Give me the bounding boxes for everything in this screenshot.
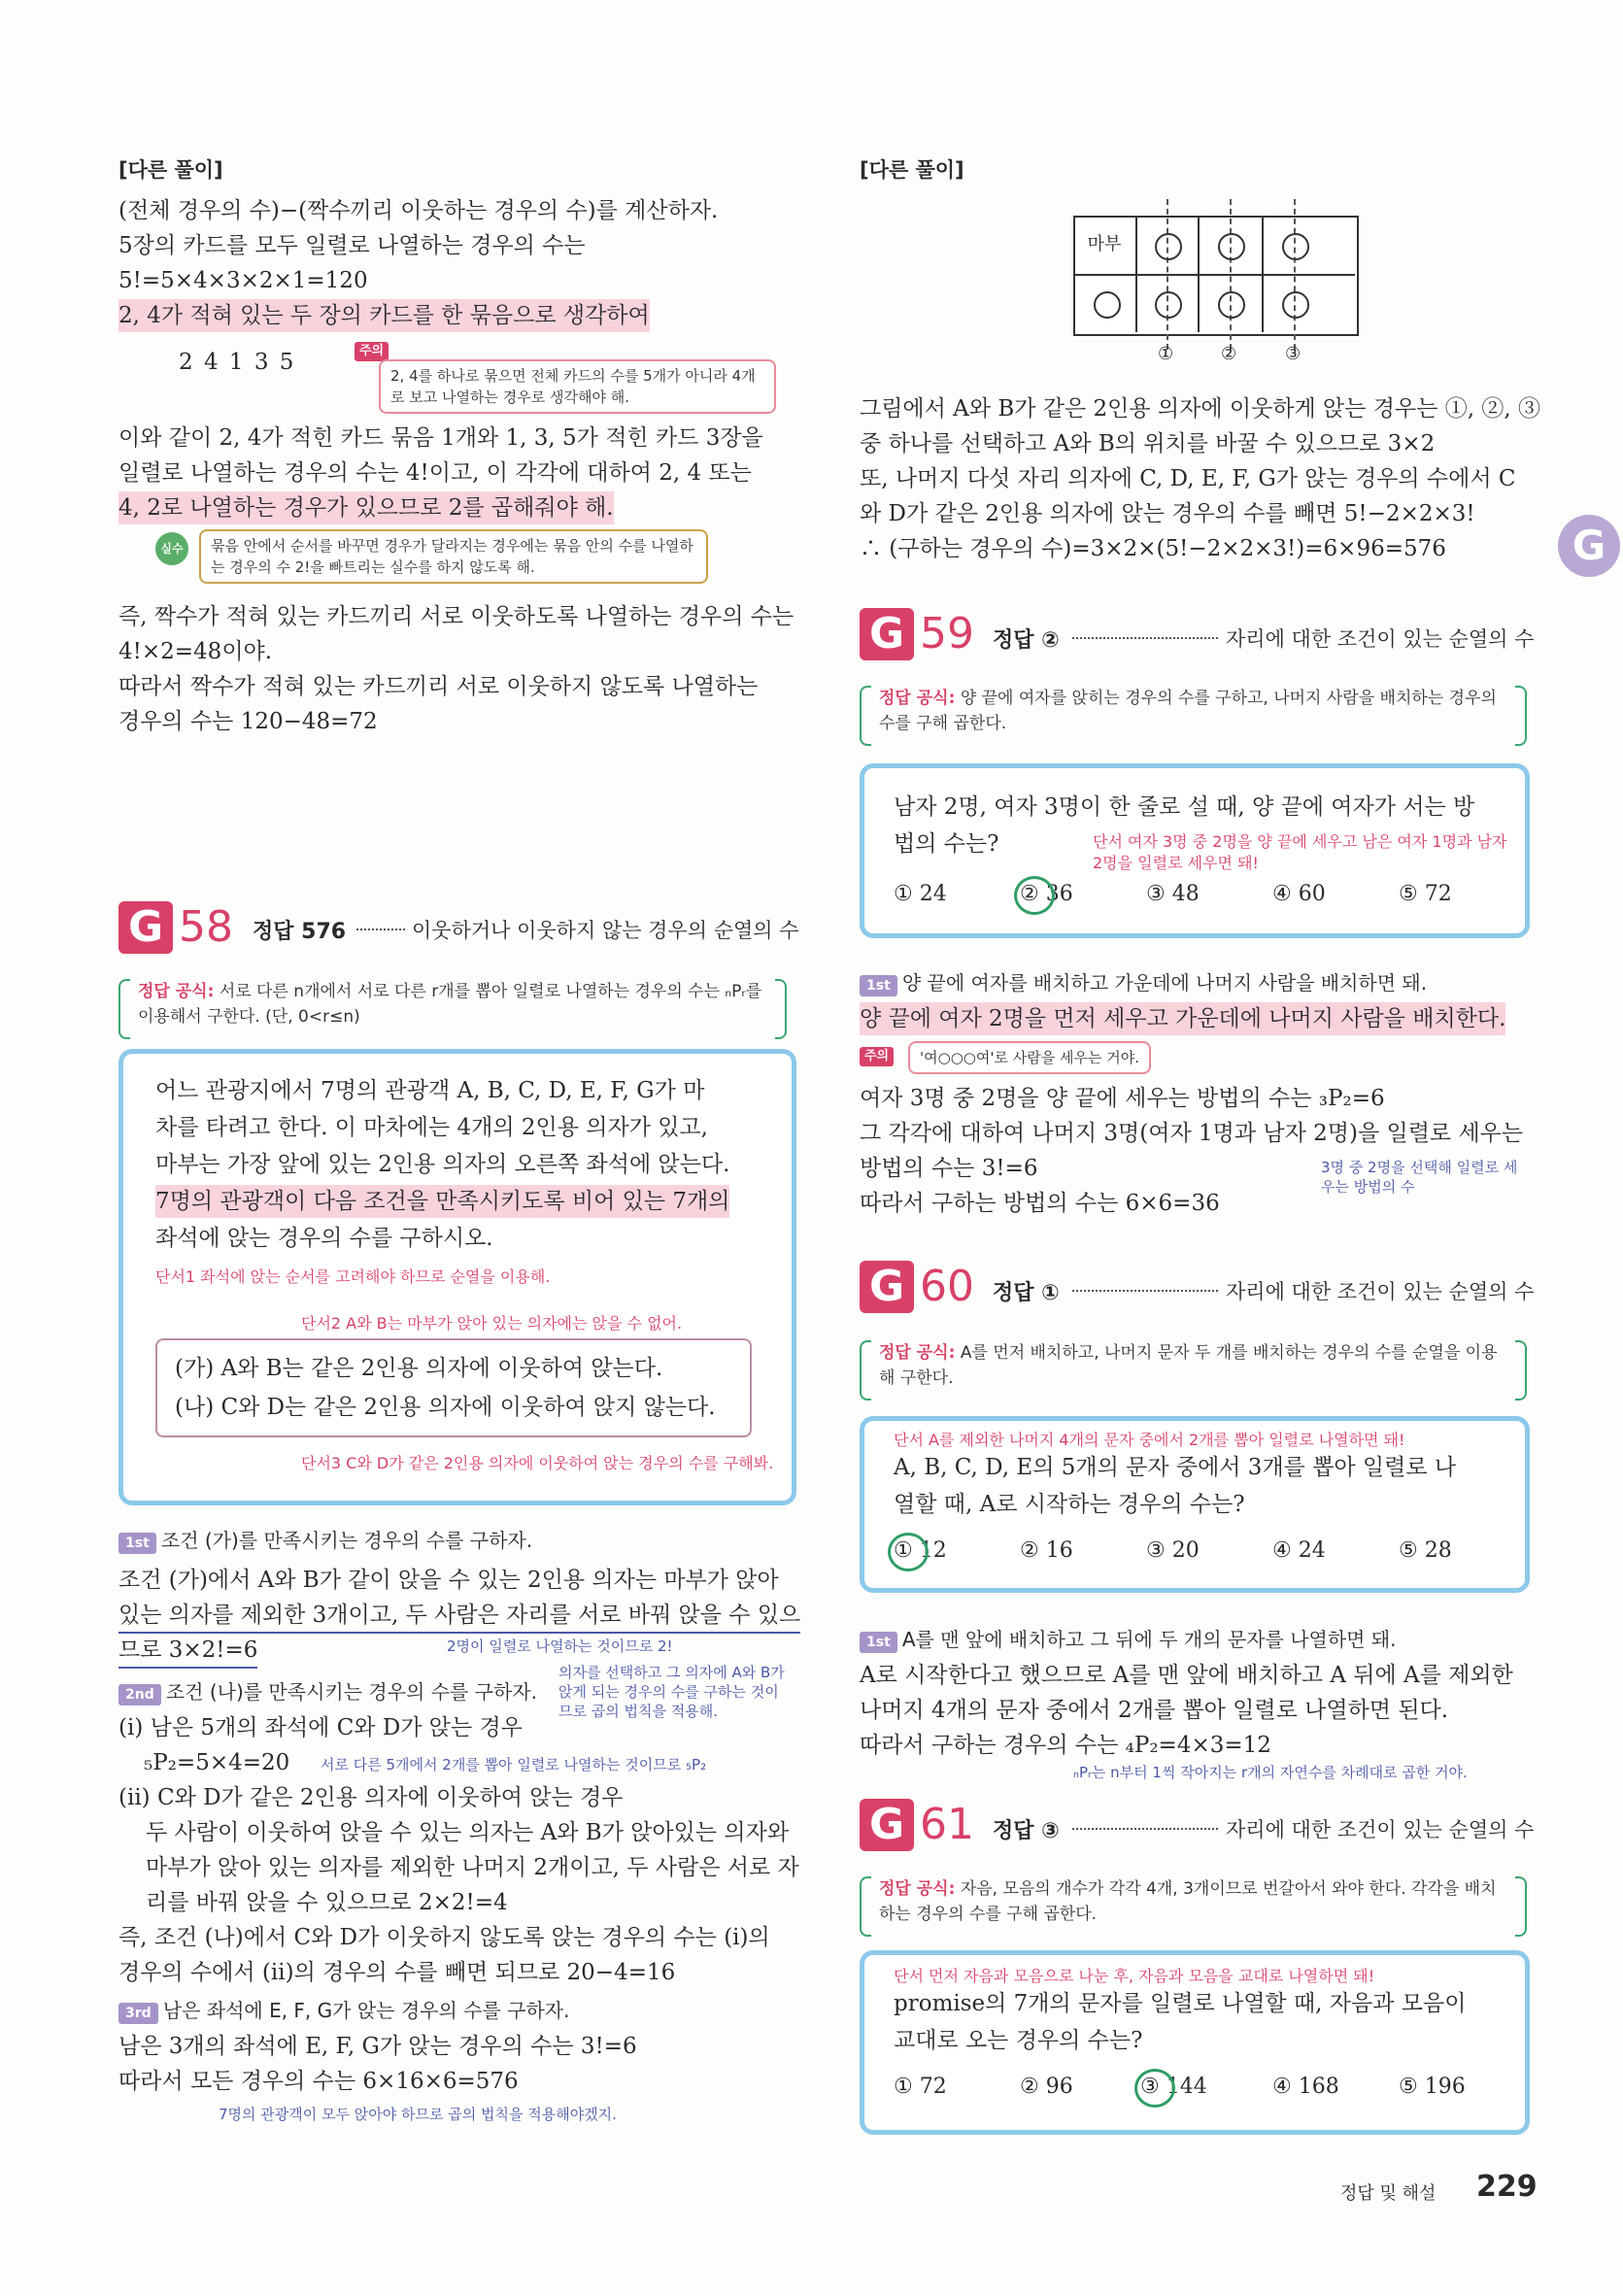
text-line: 중 하나를 선택하고 A와 B의 위치를 바꿀 수 있으므로 3×2 xyxy=(860,431,1436,456)
problem-letter: G xyxy=(860,608,914,660)
problem-number: 60 xyxy=(920,1262,974,1311)
seat-circle xyxy=(1155,233,1182,260)
solution-line: 즉, 조건 (나)에서 C와 D가 이웃하지 않도록 앉는 경우의 수는 (i)의 xyxy=(118,1925,770,1950)
seat-circle xyxy=(1155,291,1182,319)
option-2[interactable]: ② 96 xyxy=(1020,2075,1073,2099)
question-line: promise의 7개의 문자를 일렬로 나열할 때, 자음과 모음이 xyxy=(894,1991,1467,2016)
answer-label: 정답 ① xyxy=(993,1281,1060,1305)
solution-line: 리를 바꿔 앉을 수 있으므로 2×2!=4 xyxy=(146,1890,508,1915)
caution-note: 2, 4를 하나로 묶으면 전체 카드의 수를 5개가 아니라 4개로 보고 나열하는 경우로 생각해야 해. xyxy=(379,359,776,414)
seat-circle xyxy=(1282,233,1309,260)
problem-letter: G xyxy=(860,1261,914,1313)
formula-bracket-right xyxy=(775,979,787,1039)
seat-divider xyxy=(1262,216,1264,332)
option-4[interactable]: ④ 168 xyxy=(1272,2075,1339,2099)
side-note: 3명 중 2명을 선택해 일렬로 세우는 방법의 수 xyxy=(1321,1159,1518,1196)
option-3[interactable]: ③ 144 xyxy=(1140,2075,1207,2099)
solution-line: 마부가 앉아 있는 의자를 제외한 나머지 2개이고, 두 사람은 서로 자 xyxy=(146,1855,799,1880)
dotted-leader xyxy=(1072,1828,1218,1830)
caution-tag: 주의 xyxy=(355,340,389,361)
side-note: 2명이 일렬로 나열하는 것이므로 2! xyxy=(447,1638,673,1655)
solution-line: 따라서 구하는 방법의 수는 6×6=36 xyxy=(860,1191,1220,1216)
seat-divider xyxy=(1135,216,1137,332)
formula-bracket-left xyxy=(860,686,871,746)
option-4[interactable]: ④ 60 xyxy=(1272,882,1326,906)
seat-circle xyxy=(1218,233,1245,260)
pair-number: ③ xyxy=(1285,344,1302,364)
condition-a: (가) A와 B는 같은 2인용 의자에 이웃하여 앉는다. xyxy=(175,1356,663,1381)
text-line: 이와 같이 2, 4가 적힌 카드 묶음 1개와 1, 3, 5가 적힌 카드 3장을 xyxy=(118,425,763,451)
solution-line: 있는 의자를 제외한 3개이고, 두 사람은 자리를 서로 바꿔 앉을 수 있으 xyxy=(118,1599,800,1634)
text-line: 또, 나머지 다섯 자리 의자에 C, D, E, F, G가 앉는 경우의 수에서 C xyxy=(860,466,1516,491)
alt-solution-title: [다른 풀이] xyxy=(118,158,223,182)
topic-label: 자리에 대한 조건이 있는 순열의 수 xyxy=(1226,1818,1535,1841)
step-1-header: 1st 조건 (가)를 만족시키는 경우의 수를 구하자. xyxy=(118,1525,532,1554)
hint-1: 단서1 좌석에 앉는 순서를 고려해야 하므로 순열을 이용해. xyxy=(155,1267,551,1286)
pair-number: ① xyxy=(1158,344,1174,364)
card-example: 2 4 1 3 5 xyxy=(179,350,296,375)
problem-number: 61 xyxy=(920,1800,974,1849)
question-line: 마부는 가장 앞에 있는 2인용 의자의 오른쪽 좌석에 앉는다. xyxy=(155,1152,730,1177)
text-line: 5장의 카드를 모두 일렬로 나열하는 경우의 수는 xyxy=(118,233,586,258)
hint: 단서 A를 제외한 나머지 4개의 문자 중에서 2개를 뽑아 일렬로 나열하면 돼! xyxy=(894,1431,1405,1449)
mistake-icon: 실수 xyxy=(155,532,188,565)
text-line: 4!×2=48이야. xyxy=(118,639,273,664)
problem-number: 59 xyxy=(920,609,974,658)
hint: 단서 먼저 자음과 모음으로 나눈 후, 자음과 모음을 교대로 나열하면 돼! xyxy=(894,1967,1375,1985)
solution-line: (ii) C와 D가 같은 2인용 의자에 이웃하여 앉는 경우 xyxy=(118,1785,624,1810)
side-note: 7명의 관광객이 모두 앉아야 하므로 곱의 법칙을 적용해야겠지. xyxy=(219,2106,617,2123)
footer-label: 정답 및 해설 xyxy=(1340,2183,1437,2204)
text-line-highlight: 2, 4가 적혀 있는 두 장의 카드를 한 묶음으로 생각하여 xyxy=(118,299,650,332)
question-line: 좌석에 앉는 경우의 수를 구하시오. xyxy=(155,1226,493,1251)
caution-tag: 주의 xyxy=(860,1045,894,1066)
question-line: 법의 수는? xyxy=(894,831,999,857)
formula-note: 정답 공식: 양 끝에 여자를 앉히는 경우의 수를 구하고, 나머지 사람을 배치하는 경우의 수를 구해 곱한다. xyxy=(879,689,1497,733)
formula-bracket-right xyxy=(1515,1340,1527,1401)
topic-label: 자리에 대한 조건이 있는 순열의 수 xyxy=(1226,627,1535,651)
solution-line: 따라서 구하는 경우의 수는 ₄P₂=4×3=12 xyxy=(860,1733,1271,1758)
text-line: 그림에서 A와 B가 같은 2인용 의자에 이웃하게 앉는 경우는 ①, ②, ③ xyxy=(860,396,1540,422)
solution-line-highlight: 양 끝에 여자 2명을 먼저 세우고 가운데에 나머지 사람을 배치한다. xyxy=(860,1002,1505,1035)
side-note: 서로 다른 5개에서 2개를 뽑아 일렬로 나열하는 것이므로 ₅P₂ xyxy=(321,1756,707,1773)
problem-letter: G xyxy=(118,901,173,954)
seat-circle xyxy=(1094,291,1121,319)
text-line: (전체 경우의 수)−(짝수끼리 이웃하는 경우의 수)를 계산하자. xyxy=(118,198,719,223)
topic-label: 자리에 대한 조건이 있는 순열의 수 xyxy=(1226,1280,1535,1303)
problem-number: 58 xyxy=(179,902,233,952)
hint-2: 단서2 A와 B는 마부가 앉아 있는 의자에는 앉을 수 없어. xyxy=(301,1314,683,1333)
text-line: 와 D가 같은 2인용 의자에 앉는 경우의 수를 빼면 5!−2×2×3! xyxy=(860,501,1475,526)
pair-number: ② xyxy=(1221,344,1237,364)
answer-label: 정답 576 xyxy=(253,920,347,944)
step-2-header: 2nd 조건 (나)를 만족시키는 경우의 수를 구하자. xyxy=(118,1676,537,1705)
solution-line: 므로 3×2!=6 xyxy=(118,1634,257,1669)
question-line: 교대로 오는 경우의 수는? xyxy=(894,2028,1143,2053)
solution-line: 나머지 4개의 문자 중에서 2개를 뽑아 일렬로 나열하면 된다. xyxy=(860,1698,1449,1723)
side-note: 의자를 선택하고 그 의자에 A와 B가 앉게 되는 경우의 수를 구하는 것이므로 곱의 법칙을 적용해. xyxy=(558,1664,785,1720)
option-5[interactable]: ⑤ 28 xyxy=(1399,1538,1452,1563)
option-3[interactable]: ③ 20 xyxy=(1146,1538,1200,1563)
hint: 단서 여자 3명 중 2명을 양 끝에 세우고 남은 여자 1명과 남자 2명을 일렬로 세우면 돼! xyxy=(1093,832,1507,872)
solution-line: 남은 3개의 좌석에 E, F, G가 앉는 경우의 수는 3!=6 xyxy=(118,2034,637,2059)
pair-line xyxy=(1230,199,1232,350)
hint-3: 단서3 C와 D가 같은 2인용 의자에 이웃하여 앉는 경우의 수를 구해봐. xyxy=(301,1454,774,1472)
solution-line: 방법의 수는 3!=6 xyxy=(860,1156,1038,1181)
option-1[interactable]: ① 24 xyxy=(894,882,947,906)
formula-bracket-right xyxy=(1515,686,1527,746)
option-2[interactable]: ② 36 xyxy=(1020,882,1073,906)
text-line: 즉, 짝수가 적혀 있는 카드끼리 서로 이웃하도록 나열하는 경우의 수는 xyxy=(118,604,795,629)
correct-answer-mark xyxy=(1014,876,1055,915)
solution-line: 조건 (가)에서 A와 B가 같이 앉을 수 있는 2인용 의자는 마부가 앉아 xyxy=(118,1568,779,1593)
option-5[interactable]: ⑤ 72 xyxy=(1399,882,1452,906)
pair-line xyxy=(1167,199,1168,350)
step-1-header: 1st 양 끝에 여자를 배치하고 가운데에 나머지 사람을 배치하면 돼. xyxy=(860,967,1427,996)
seat-divider xyxy=(1198,216,1200,332)
dotted-leader xyxy=(356,929,405,930)
formula-bracket-left xyxy=(860,1876,871,1937)
option-1[interactable]: ① 12 xyxy=(894,1538,947,1563)
solution-line: 따라서 모든 경우의 수는 6×16×6=576 xyxy=(118,2069,519,2094)
formula-note: 정답 공식: 서로 다른 n개에서 서로 다른 r개를 뽑아 일렬로 나열하는 경우의 수는 ₙPᵣ를 이용해서 구한다. (단, 0<r≤n) xyxy=(138,982,762,1027)
question-line: 남자 2명, 여자 3명이 한 줄로 설 때, 양 끝에 여자가 서는 방 xyxy=(894,794,1475,820)
option-1[interactable]: ① 72 xyxy=(894,2075,947,2099)
option-3[interactable]: ③ 48 xyxy=(1146,882,1200,906)
pair-line xyxy=(1294,199,1296,350)
option-5[interactable]: ⑤ 196 xyxy=(1399,2075,1466,2099)
answer-label: 정답 ③ xyxy=(993,1819,1060,1843)
question-line: A, B, C, D, E의 5개의 문자 중에서 3개를 뽑아 일렬로 나 xyxy=(894,1455,1457,1480)
step-1-header: 1st A를 맨 앞에 배치하고 그 뒤에 두 개의 문자를 나열하면 돼. xyxy=(860,1624,1397,1653)
solution-line: A로 시작한다고 했으므로 A를 맨 앞에 배치하고 A 뒤에 A를 제외한 xyxy=(860,1663,1513,1688)
alt-solution-title: [다른 풀이] xyxy=(860,158,964,182)
driver-seat: 마부 xyxy=(1073,216,1137,276)
text-line: 5!=5×4×3×2×1=120 xyxy=(118,268,368,293)
seat-divider xyxy=(1073,274,1355,276)
formula-note: 정답 공식: A를 먼저 배치하고, 나머지 문자 두 개를 배치하는 경우의 수를 순열을 이용해 구한다. xyxy=(879,1343,1498,1388)
solution-line: (i) 남은 5개의 좌석에 C와 D가 앉는 경우 xyxy=(118,1715,523,1740)
side-note: ₙPᵣ는 n부터 1씩 작아지는 r개의 자연수를 차례대로 곱한 거야. xyxy=(1073,1764,1468,1781)
formula-bracket-right xyxy=(1515,1876,1527,1937)
caution-note: '여○○○여'로 사람을 세우는 거야. xyxy=(908,1041,1151,1074)
condition-b: (나) C와 D는 같은 2인용 의자에 이웃하여 앉지 않는다. xyxy=(175,1395,716,1420)
solution-line: 여자 3명 중 2명을 양 끝에 세우는 방법의 수는 ₃P₂=6 xyxy=(860,1086,1385,1111)
correct-answer-mark xyxy=(1134,2069,1175,2108)
problem-letter: G xyxy=(860,1799,914,1851)
text-line: ∴ (구하는 경우의 수)=3×2×(5!−2×2×3!)=6×96=576 xyxy=(860,536,1446,561)
solution-line: 경우의 수에서 (ii)의 경우의 수를 빼면 되므로 20−4=16 xyxy=(118,1960,676,1985)
answer-label: 정답 ② xyxy=(993,628,1060,653)
page-number: 229 xyxy=(1476,2170,1538,2204)
topic-label: 이웃하거나 이웃하지 않는 경우의 순열의 수 xyxy=(412,919,799,942)
option-4[interactable]: ④ 24 xyxy=(1272,1538,1326,1563)
seat-circle xyxy=(1282,291,1309,319)
option-2[interactable]: ② 16 xyxy=(1020,1538,1073,1563)
step-3-header: 3rd 남은 좌석에 E, F, G가 앉는 경우의 수를 구하자. xyxy=(118,1995,569,2024)
solution-line: 그 각각에 대하여 나머지 3명(여자 1명과 남자 2명)을 일렬로 세우는 xyxy=(860,1121,1524,1146)
text-line: 경우의 수는 120−48=72 xyxy=(118,709,378,734)
text-line-highlight: 4, 2로 나열하는 경우가 있으므로 2를 곱해줘야 해. xyxy=(118,491,614,524)
mistake-note: 묶음 안에서 순서를 바꾸면 경우가 달라지는 경우에는 묶음 안의 수를 나열하는 경우의 수 2!을 빠트리는 실수를 하지 않도록 해. xyxy=(199,529,708,584)
question-line: 어느 관광지에서 7명의 관광객 A, B, C, D, E, F, G가 마 xyxy=(155,1078,705,1103)
formula-bracket-left xyxy=(118,979,130,1039)
text-line: 일렬로 나열하는 경우의 수는 4!이고, 이 각각에 대하여 2, 4 또는 xyxy=(118,460,752,486)
solution-line: ₅P₂=5×4=20 xyxy=(144,1750,290,1775)
dotted-leader xyxy=(1072,637,1218,639)
text-line: 따라서 짝수가 적혀 있는 카드끼리 서로 이웃하지 않도록 나열하는 xyxy=(118,674,759,699)
chapter-tab: G xyxy=(1558,515,1620,577)
formula-bracket-left xyxy=(860,1340,871,1401)
formula-note: 정답 공식: 자음, 모음의 개수가 각각 4개, 3개이므로 번갈아서 와야 한다. 각각을 배치하는 경우의 수를 구해 곱한다. xyxy=(879,1879,1497,1924)
seat-circle xyxy=(1218,291,1245,319)
dotted-leader xyxy=(1072,1290,1218,1292)
solution-line: 두 사람이 이웃하여 앉을 수 있는 의자는 A와 B가 앉아있는 의자와 xyxy=(146,1820,790,1845)
correct-answer-mark xyxy=(888,1533,929,1571)
question-line: 열할 때, A로 시작하는 경우의 수는? xyxy=(894,1492,1245,1517)
question-line: 차를 타려고 한다. 이 마차에는 4개의 2인용 의자가 있고, xyxy=(155,1115,708,1140)
question-line-highlight: 7명의 관광객이 다음 조건을 만족시키도록 비어 있는 7개의 xyxy=(155,1185,729,1218)
